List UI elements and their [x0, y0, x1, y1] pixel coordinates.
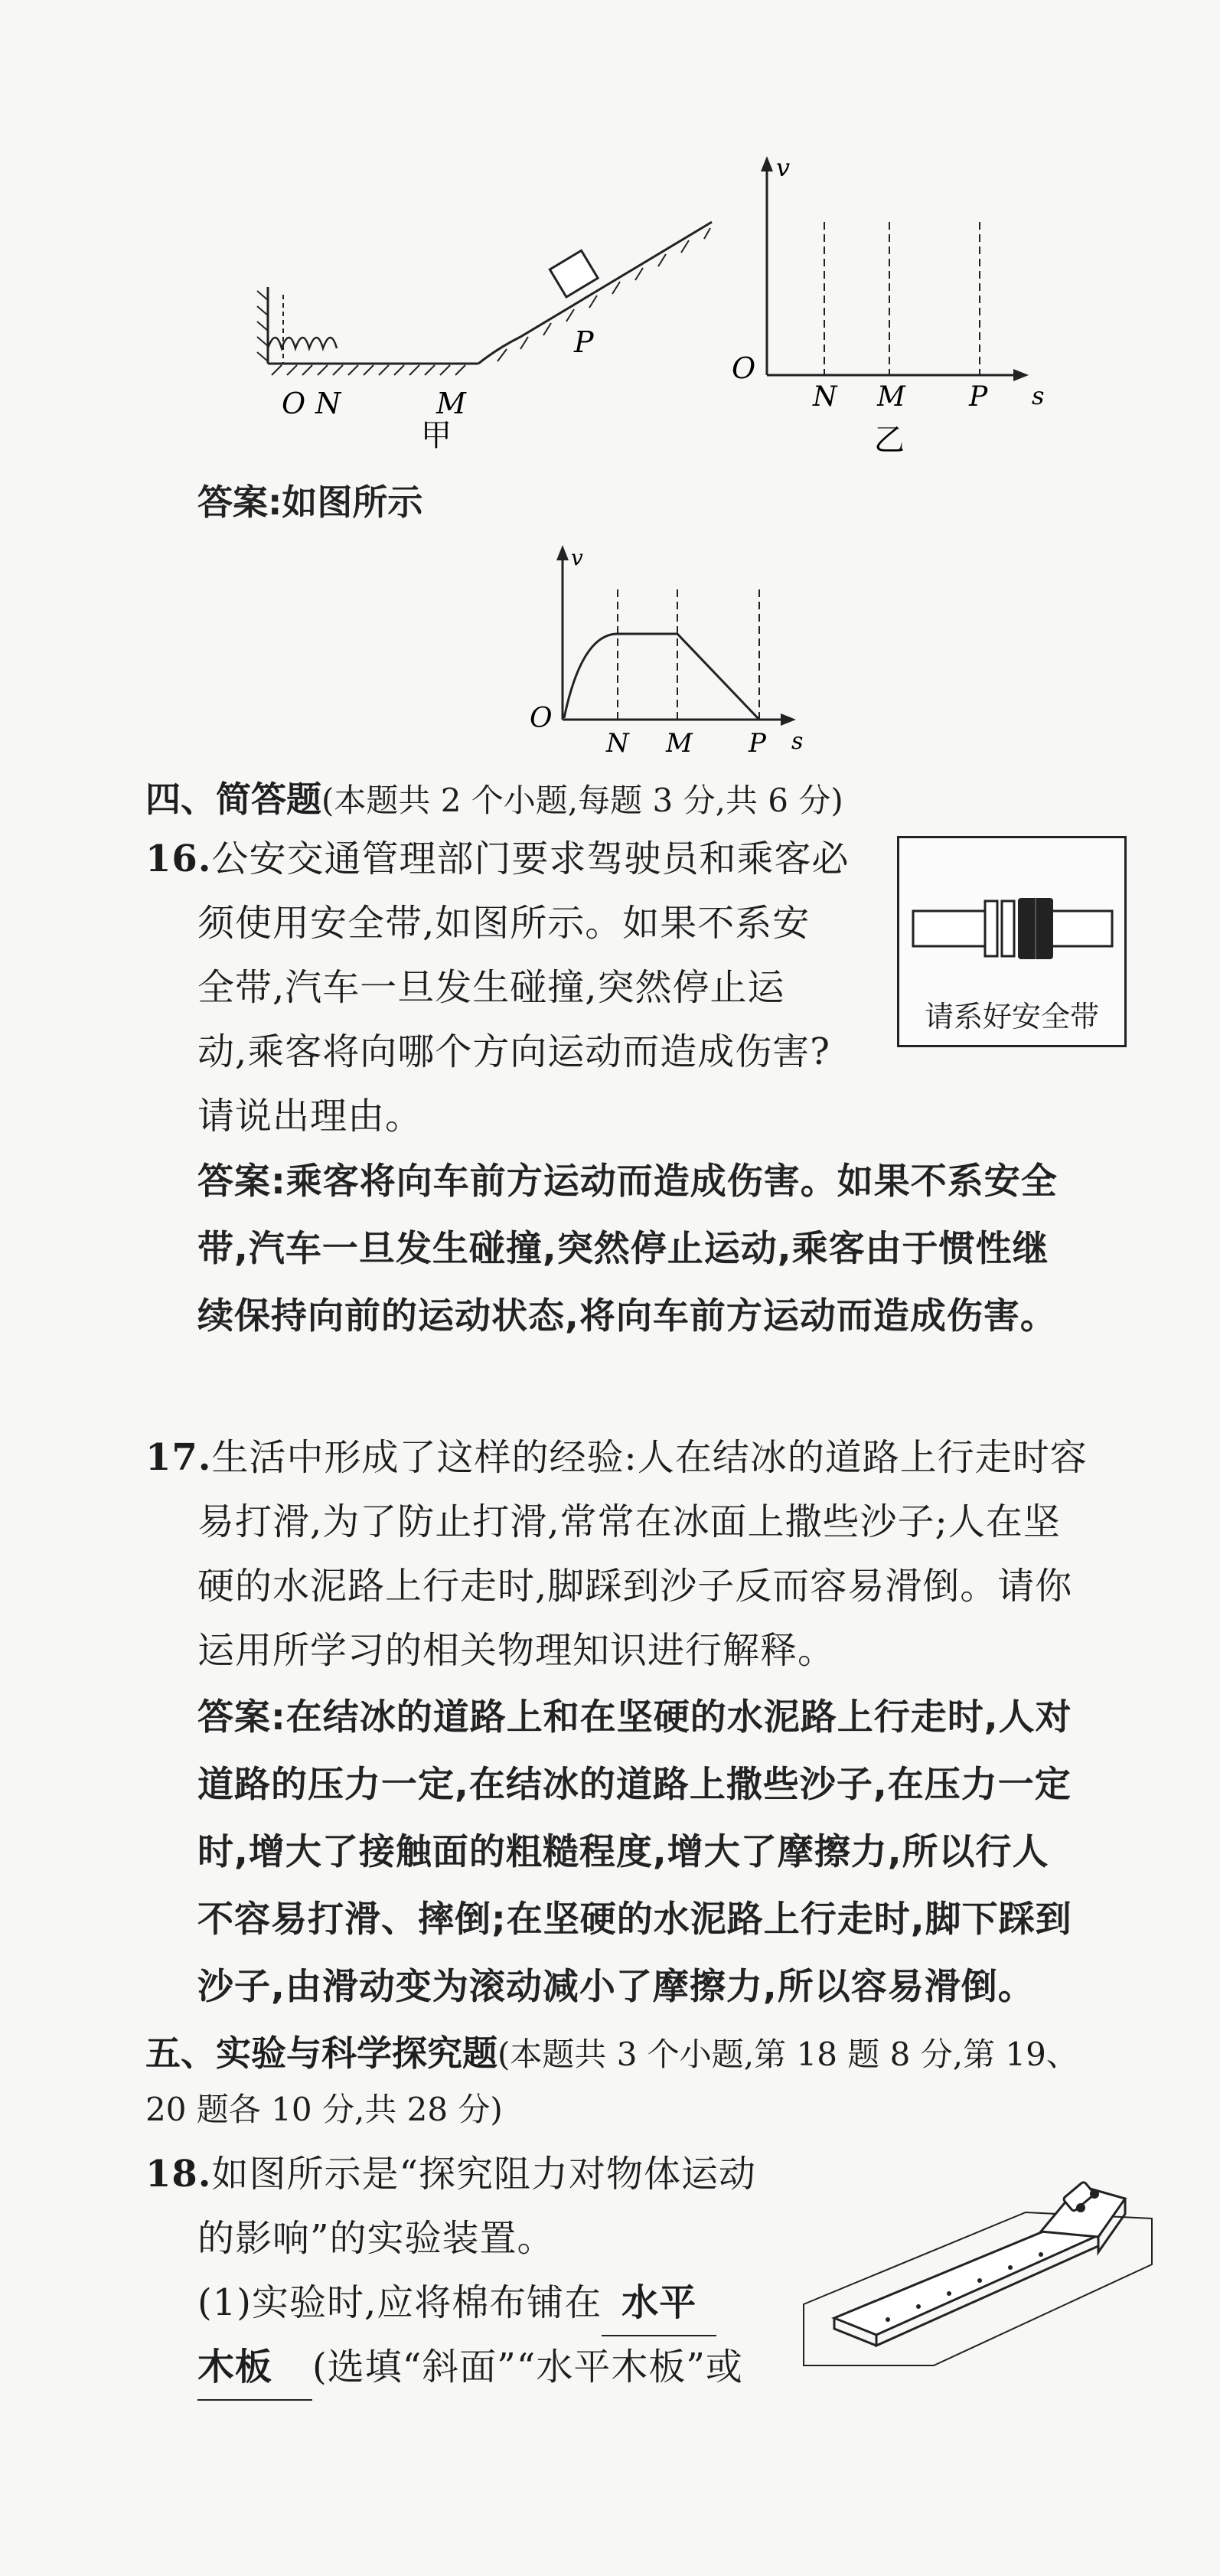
q18-part-1-cont: [197, 2335, 743, 2401]
question-17: [145, 1425, 1088, 1490]
q16-line-4: 动,乘客将向哪个方向运动而造成伤害?: [197, 1030, 830, 1073]
q16-answer-line-3: 续保持向前的运动状态,将向车前方运动而造成伤害。: [197, 1295, 1057, 1337]
q17-answer-line-5: 沙子,由滑动变为滚动减小了摩擦力,所以容易滑倒。: [197, 1966, 1035, 2008]
answer-axis-x: s: [791, 728, 804, 755]
q16-line-5: 请说出理由。: [197, 1095, 423, 1138]
answer-tick-N: N: [606, 728, 629, 759]
tick-N: N: [813, 381, 837, 413]
q16-answer-line-2: 带,汽车一旦发生碰撞,突然停止运动,乘客由于惯性继: [197, 1228, 1049, 1270]
caption-yi: 乙: [874, 423, 905, 458]
label-O: O: [282, 387, 306, 420]
q17-line-3: 硬的水泥路上行走时,脚踩到沙子反而容易滑倒。请你: [197, 1565, 1073, 1608]
label-M: M: [436, 387, 466, 420]
q16-line-2: 须使用安全带,如图所示。如果不系安: [197, 902, 811, 945]
section-4-note: (本题共 2 个小题,每题 3 分,共 6 分): [321, 782, 843, 819]
q16-line-3: 全带,汽车一旦发生碰撞,突然停止运: [197, 966, 785, 1009]
answer-tick-P: P: [749, 728, 766, 759]
q16-line-1: 公安交通管理部门要求驾驶员和乘客必: [211, 837, 850, 880]
label-P: P: [574, 325, 594, 359]
q17-line-2: 易打滑,为了防止打滑,常常在冰面上撒些沙子;人在坚: [197, 1500, 1061, 1543]
q17-answer-line-2: 道路的压力一定,在结冰的道路上撒些沙子,在压力一定: [197, 1764, 1072, 1806]
caption-jia: 甲: [421, 418, 452, 452]
axis-x-label: s: [1032, 381, 1045, 410]
q18-part-1-suffix: (选填“斜面”“水平木板”或: [312, 2346, 743, 2388]
question-16-number: 16.: [145, 837, 212, 880]
question-18-number: 18.: [145, 2153, 212, 2196]
q16-answer: [197, 1148, 1154, 1350]
q16-answer-line-1: 答案:乘客将向车前方运动而造成伤害。如果不系安全: [197, 1161, 1058, 1203]
seatbelt-caption: 请系好安全带: [924, 1000, 1099, 1033]
section-5-note-2: 20 题各 10 分,共 28 分): [145, 2091, 503, 2128]
figure-yi: [727, 145, 1072, 467]
q17-answer-line-4: 不容易打滑、摔倒;在坚硬的水泥路上行走时,脚下踩到: [197, 1899, 1072, 1941]
q17-answer-line-3: 时,增大了接触面的粗糙程度,增大了摩擦力,所以行人: [197, 1831, 1049, 1873]
q17-answer-line-1: 答案:在结冰的道路上和在坚硬的水泥路上行走时,人对: [197, 1696, 1072, 1739]
origin-label: O: [732, 351, 756, 385]
answer-graph: [520, 536, 857, 766]
q17-line-4: 运用所学习的相关物理知识进行解释。: [197, 1629, 836, 1672]
tick-M: M: [877, 381, 905, 413]
seatbelt-figure: [897, 836, 1127, 1047]
q18-line-2: 的影响”的实验装置。: [197, 2217, 555, 2260]
question-17-number: 17.: [145, 1436, 212, 1479]
answer-axis-y: v: [571, 545, 583, 570]
experiment-apparatus: [796, 2174, 1156, 2404]
answer-tick-M: M: [666, 728, 693, 759]
q17-answer: [197, 1684, 1154, 2021]
question-16: [145, 827, 903, 891]
axis-y-label: v: [776, 153, 791, 182]
tick-P: P: [969, 381, 988, 413]
seatbelt-buckle-icon: [899, 838, 1124, 976]
section-4-title: 四、简答题: [145, 779, 321, 820]
q18-part-1-prefix: (1)实验时,应将棉布铺在: [197, 2281, 602, 2324]
answer-figure-label: 答案:如图所示: [197, 482, 423, 523]
section-4-heading: [145, 772, 843, 828]
q17-line-1: 生活中形成了这样的经验:人在结冰的道路上行走时容: [211, 1436, 1088, 1479]
section-5-note-1: (本题共 3 个小题,第 18 题 8 分,第 19、: [497, 2036, 1078, 2073]
q18-line-1: 如图所示是“探究阻力对物体运动: [211, 2153, 757, 2196]
section-5-heading: [145, 2026, 1078, 2082]
q18-blank-2[interactable]: 木板: [197, 2335, 312, 2401]
label-N: N: [315, 387, 341, 420]
answer-origin: O: [530, 703, 553, 734]
section-5-title: 五、实验与科学探究题: [145, 2032, 497, 2074]
q18-blank-1[interactable]: 水平: [602, 2271, 716, 2336]
q18-part-1: [197, 2271, 716, 2336]
question-18: [145, 2142, 756, 2206]
